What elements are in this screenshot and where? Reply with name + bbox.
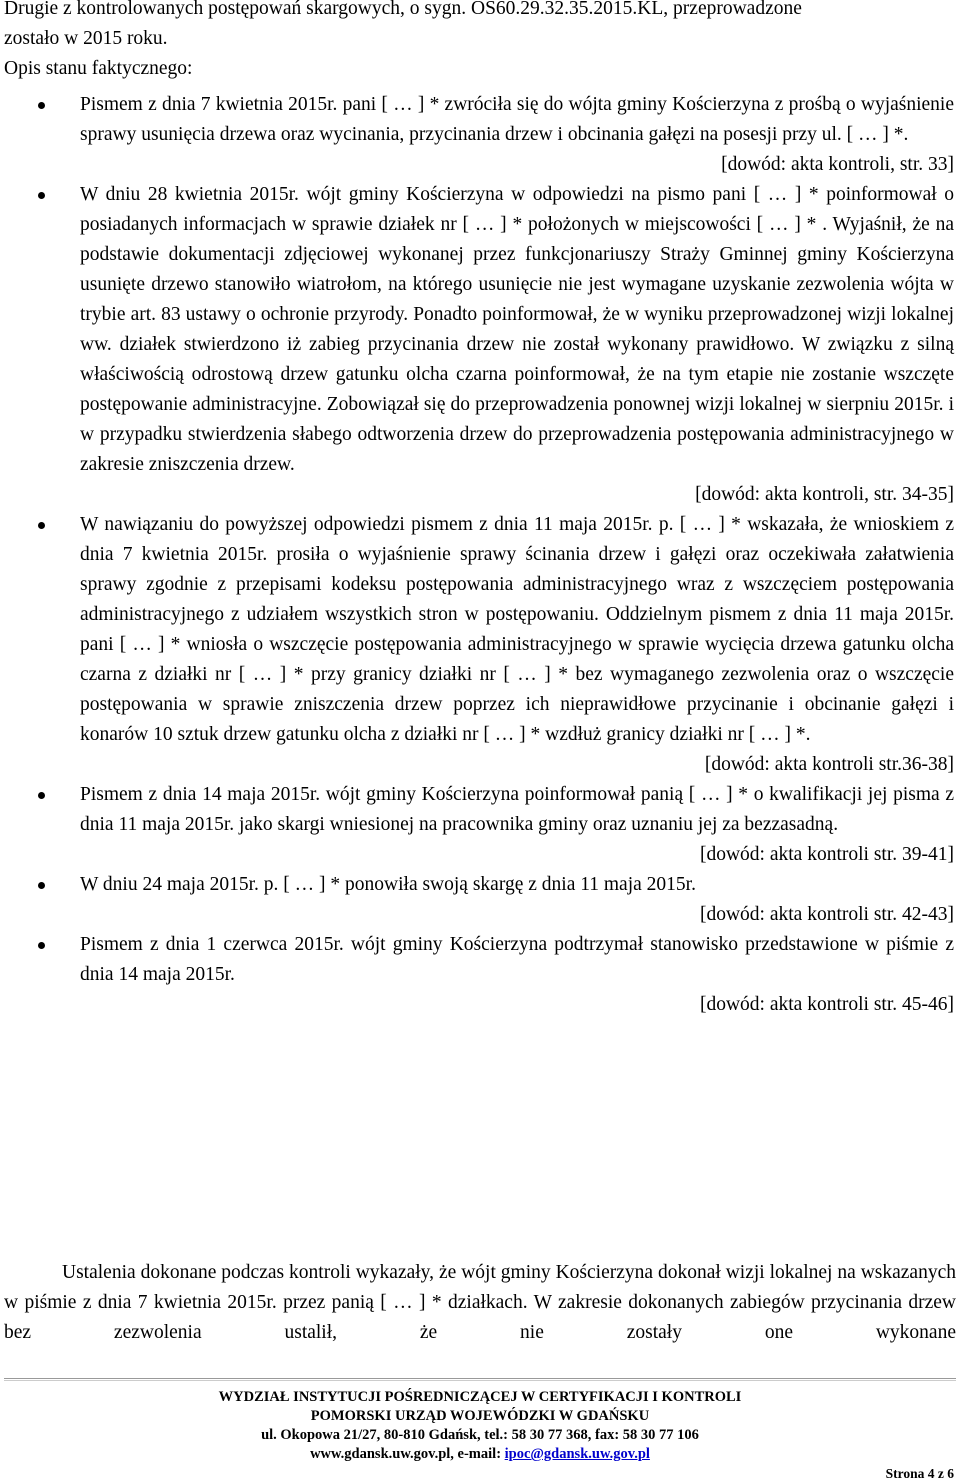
list-item	[0, 510, 960, 780]
footer-divider	[4, 1378, 956, 1379]
footer-website: www.gdansk.uw.gov.pl, e-mail:	[310, 1446, 505, 1462]
event-text: W nawiązaniu do powyższej odpowiedzi pismem z dnia 11 maja 2015r. p. [ … ] * wskazała, że wnioskiem z dnia 7 kwietnia 2015r. prosiła o wyjaśnienie sprawy ścinania drzew i gałęzi oraz oczekiwała załatwienia sprawy zgodnie z przepisami kodeksu postępowania administracyjnego wraz z wszczęciem postępowania administracyjnego z udziałem wszystkich stron w postępowaniu. Oddzielnym pismem z dnia 11 maja 2015r. pani [ … ] * wniosła o wszczęcie postępowania administracyjnego w sprawie wycięcia drzewa gatunku olcha czarna z działki nr [ … ] * przy granicy działki nr [ … ] * bez wymaganego zezwolenia oraz o wszczęcie postępowania w sprawie zniszczenia drzew poprzez ich nieprawidłowe przycinanie i obcinanie gałęzi i konarów 10 sztuk drzew gatunku olcha z działki nr [ … ] * wzdłuż granicy działki nr [ … ] *.	[80, 514, 954, 745]
evidence-reference: [dowód: akta kontroli, str. 33]	[721, 154, 954, 175]
email-link[interactable]: ipoc@gdansk.uw.gov.pl	[504, 1446, 650, 1462]
bullet-icon	[38, 792, 45, 799]
event-text: Pismem z dnia 14 maja 2015r. wójt gminy Kościerzyna poinformował panią [ … ] * o kwalifikacji jej pisma z dnia 11 maja 2015r. jako skargi wniesionej na pracownika gminy oraz uznaniu jej za bezzasadną.	[80, 784, 954, 835]
bullet-icon	[38, 102, 45, 109]
footer-office: POMORSKI URZĄD WOJEWÓDZKI W GDAŃSKU	[310, 1408, 650, 1424]
summary-paragraph: Ustalenia dokonane podczas kontroli wykazały, że wójt gminy Kościerzyna dokonał wizji lokalnej na wskazanych w piśmie z dnia 7 kwietnia 2015r. przez panią [ … ] * działkach. W zakresie dokonanych zabiegów przycinania drzew bez zezwolenia ustalił, że nie zostały one wykonane	[4, 1262, 956, 1343]
footer-address: ul. Okopowa 21/27, 80-810 Gdańsk, tel.: 58 30 77 368, fax: 58 30 77 106	[261, 1427, 699, 1443]
section-heading: Opis stanu faktycznego:	[4, 58, 193, 79]
list-item	[0, 780, 960, 870]
evidence-reference: [dowód: akta kontroli str.36-38]	[704, 754, 954, 775]
event-text: Pismem z dnia 1 czerwca 2015r. wójt gminy Kościerzyna podtrzymał stanowisko przedstawione w piśmie z dnia 14 maja 2015r.	[80, 934, 954, 985]
event-text: W dniu 28 kwietnia 2015r. wójt gminy Kościerzyna w odpowiedzi na pismo pani [ … ] * poinformował o posiadanych informacjach w sprawie działek nr [ … ] * położonych w miejscowości [ … ] * . Wyjaśnił, że na podstawie dokumentacji zdjęciowej wykonanej przez funkcjonariuszy Straży Gminnej gminy Kościerzyna usunięte drzewo stanowiło wiatrołom, na którego usunięcie nie jest wymagane uzyskanie zezwolenia wójta w trybie art. 83 ustawy o ochronie przyrody. Ponadto poinformował, że w wyniku przeprowadzonej wizji lokalnej ww. działek stwierdzono iż zabieg przycinania drzew nie został wykonany prawidłowo. W związku z silną właściwością odrostową drzew gatunku olcha czarna poinformował, że na tym etapie nie zostanie wszczęte postępowanie administracyjne. Zobowiązał się do przeprowadzenia ponownej wizji lokalnej w sierpniu 2015r. i w przypadku stwierdzenia słabego odtworzenia drzew do przeprowadzenia postępowania administracyjnego w zakresie zniszczenia drzew.	[80, 184, 954, 475]
intro-line-2: zostało w 2015 roku.	[4, 28, 168, 49]
footer-contact	[0, 1445, 960, 1464]
intro-line-1: Drugie z kontrolowanych postępowań skargowych, o sygn. OS60.29.32.35.2015.KL, przeprowadzone	[4, 0, 802, 19]
evidence-reference: [dowód: akta kontroli, str. 34-35]	[695, 484, 954, 505]
list-item	[0, 870, 960, 930]
bullet-icon	[38, 192, 45, 199]
bullet-icon	[38, 942, 45, 949]
page-footer	[0, 1388, 960, 1464]
events-list	[0, 90, 960, 1020]
list-item	[0, 180, 960, 510]
event-text: W dniu 24 maja 2015r. p. [ … ] * ponowiła swoją skargę z dnia 11 maja 2015r.	[80, 874, 696, 895]
evidence-reference: [dowód: akta kontroli str. 39-41]	[699, 844, 954, 865]
evidence-reference: [dowód: akta kontroli str. 42-43]	[699, 904, 954, 925]
evidence-reference: [dowód: akta kontroli str. 45-46]	[699, 994, 954, 1015]
list-item	[0, 90, 960, 180]
event-text: Pismem z dnia 7 kwietnia 2015r. pani [ … ] * zwróciła się do wójta gminy Kościerzyna z prośbą o wyjaśnienie sprawy usunięcia drzewa oraz wycinania, przycinania drzew i obcinania gałęzi na posesji przy ul. [ … ] *.	[80, 94, 954, 145]
bullet-icon	[38, 882, 45, 889]
footer-department: WYDZIAŁ INSTYTUCJI POŚREDNICZĄCEJ W CERTYFIKACJI I KONTROLI	[218, 1389, 742, 1405]
bullet-icon	[38, 522, 45, 529]
page-number: Strona 4 z 6	[885, 1466, 954, 1481]
list-item	[0, 930, 960, 1020]
